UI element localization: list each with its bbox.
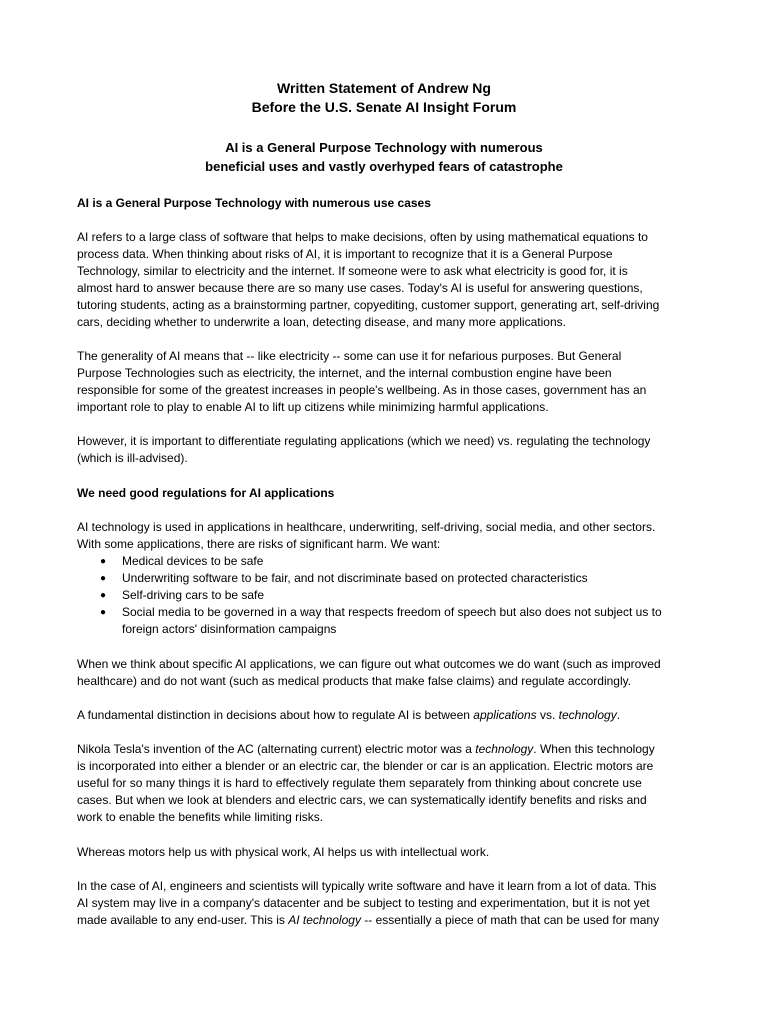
list-item-text: Self-driving cars to be safe [122, 588, 265, 602]
text-line: cases. But when we look at blenders and electric cars, we can systematically identify benefits and risks and [77, 793, 647, 807]
text-line: almost hard to answer because there are so many use cases. Today's AI is useful for answering questions, [77, 281, 643, 295]
section-heading-general-purpose: AI is a General Purpose Technology with numerous use cases [77, 196, 431, 210]
text-line: (which is ill-advised). [77, 451, 188, 465]
text-line [77, 912, 697, 929]
text-line: Whereas motors help us with physical work, AI helps us with intellectual work. [77, 845, 490, 859]
text-line: process data. When thinking about risks of AI, it is important to recognize that it is a General Purpose [77, 247, 613, 261]
text-line: useful for so many things it is hard to effectively regulate them separately from thinking about concrete use [77, 776, 642, 790]
text-line: AI refers to a large class of software that helps to make decisions, often by using mathematical equations to [77, 230, 648, 244]
document-subtitle-line-1: AI is a General Purpose Technology with numerous [225, 140, 543, 155]
text-line: is incorporated into either a blender or an electric car, the blender or car is an application. Electric motors are [77, 759, 654, 773]
text-fragment: made available to any end-user. This is [77, 913, 289, 927]
list-item-text: Medical devices to be safe [122, 554, 264, 568]
document-title-line-1: Written Statement of Andrew Ng [277, 80, 491, 96]
text-fragment: Nikola Tesla's invention of the AC (alternating current) electric motor was a [77, 742, 476, 756]
list-item [77, 570, 662, 587]
text-line: In the case of AI, engineers and scientists will typically write software and have it learn from a lot of data. This [77, 879, 657, 893]
bullet-icon: ● [100, 573, 107, 584]
emphasis-technology: technology [475, 742, 534, 756]
bullet-icon: ● [100, 590, 107, 601]
list-item [77, 604, 662, 638]
paragraph-ai-definition [77, 229, 697, 331]
emphasis-applications: applications [473, 708, 537, 722]
list-item [77, 553, 662, 570]
bullet-icon: ● [100, 556, 107, 567]
text-line [77, 707, 697, 724]
text-line: healthcare) and do not want (such as medical products that make false claims) and regulate accordingly. [77, 674, 632, 688]
text-line: Purpose Technologies such as electricity, the internet, and the internal combustion engine have been [77, 366, 612, 380]
text-line: With some applications, there are risks of significant harm. We want: [77, 537, 441, 551]
text-fragment: -- essentially a piece of math that can be used for many [360, 913, 660, 927]
text-line: tutoring students, acting as a brainstorming partner, copyediting, customer support, generating art, self-driving [77, 298, 660, 312]
text-line: AI system may live in a company's datacenter and be subject to testing and experimentation, but it is not yet [77, 896, 650, 910]
text-fragment: . When this technology [533, 742, 655, 756]
emphasis-technology: technology [558, 708, 617, 722]
document-title-line-2: Before the U.S. Senate AI Insight Forum [251, 99, 517, 115]
text-line: cars, deciding whether to underwrite a loan, detecting disease, and many more applications. [77, 315, 566, 329]
text-fragment: vs. [536, 708, 559, 722]
text-line: The generality of AI means that -- like electricity -- some can use it for nefarious purposes. But General [77, 349, 622, 363]
text-fragment: . [616, 708, 621, 722]
paragraph-generality [77, 348, 697, 416]
text-line: work to enable the benefits while limiting risks. [77, 810, 324, 824]
text-line: However, it is important to differentiate regulating applications (which we need) vs. regulating the technology [77, 434, 651, 448]
paragraph-case-of-ai [77, 878, 697, 929]
paragraph-motors-vs-ai [77, 844, 697, 861]
text-line: AI technology is used in applications in healthcare, underwriting, self-driving, social media, and other sectors. [77, 520, 656, 534]
text-line: responsible for some of the greatest increases in people's wellbeing. As in those cases, government has an [77, 383, 647, 397]
text-fragment: A fundamental distinction in decisions about how to regulate AI is between [77, 708, 474, 722]
list-item-text: Social media to be governed in a way that respects freedom of speech but also does not subject us to [122, 605, 662, 619]
emphasis-ai-technology: AI technology [288, 913, 361, 927]
text-line: When we think about specific AI applications, we can figure out what outcomes we do want (such as improved [77, 657, 661, 671]
bullet-icon: ● [100, 607, 107, 618]
paragraph-specific-applications [77, 656, 697, 690]
paragraph-tesla-motor [77, 741, 697, 826]
list-item [77, 587, 662, 604]
text-line: Technology, similar to electricity and the internet. If someone were to ask what electricity is good for, it is [77, 264, 628, 278]
wants-bullet-list [77, 553, 662, 638]
paragraph-differentiate [77, 433, 697, 467]
text-line [77, 741, 697, 758]
paragraph-fundamental-distinction [77, 707, 697, 724]
text-line: important role to play to enable AI to lift up citizens while minimizing harmful applications. [77, 400, 549, 414]
document-subtitle-line-2: beneficial uses and vastly overhyped fears of catastrophe [205, 159, 563, 174]
list-item-text: Underwriting software to be fair, and not discriminate based on protected characteristics [122, 571, 588, 585]
paragraph-applications-intro [77, 519, 697, 553]
list-item-text-continued: foreign actors' disinformation campaigns [122, 622, 337, 636]
section-heading-regulations: We need good regulations for AI applications [77, 486, 335, 500]
